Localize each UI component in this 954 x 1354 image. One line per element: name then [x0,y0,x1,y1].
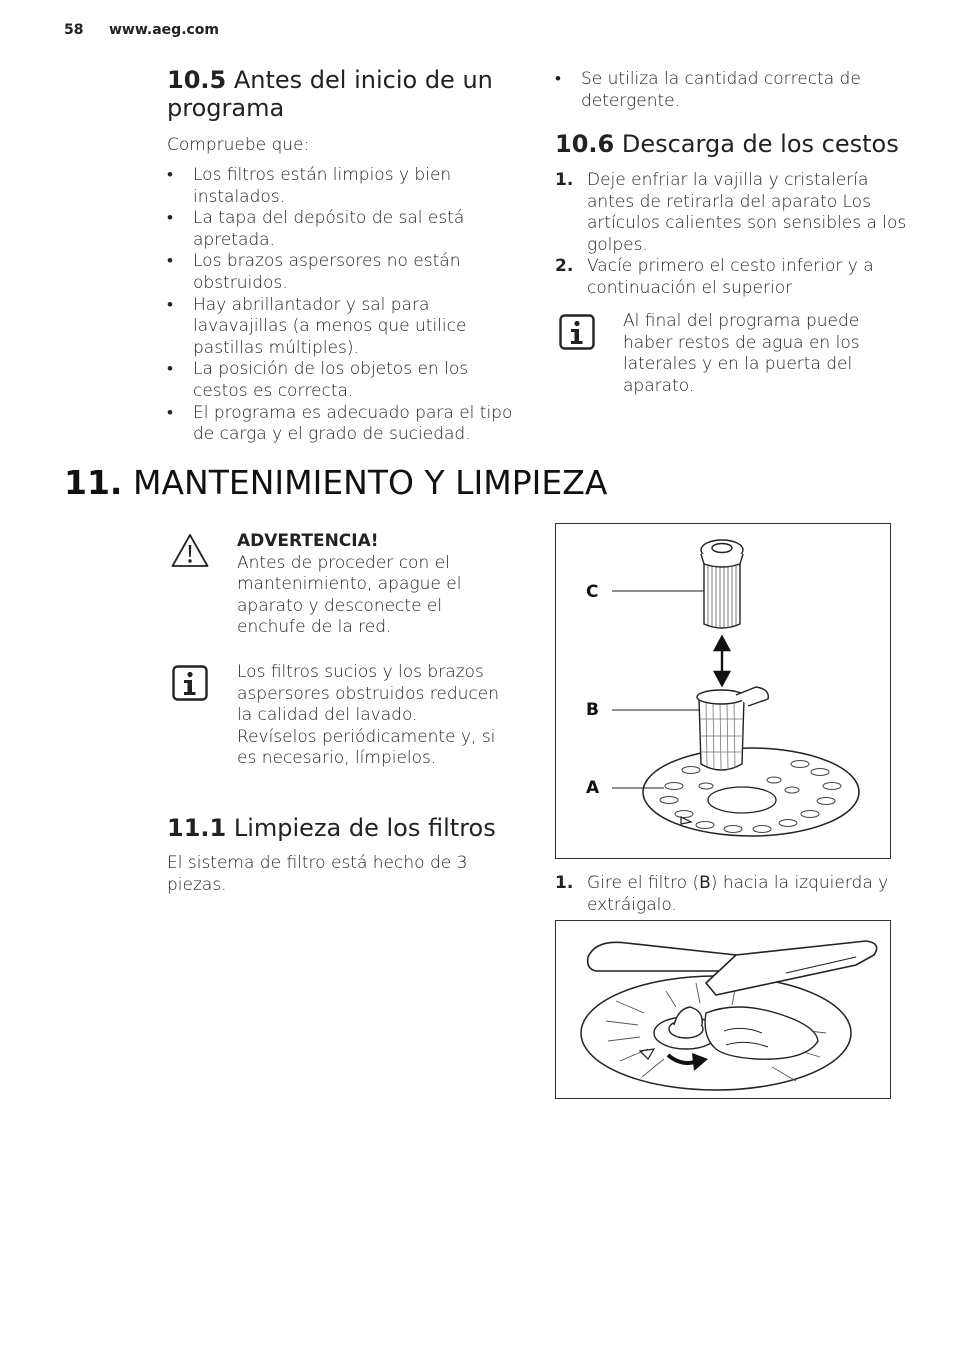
list-item: • Los brazos aspersores no están obstruidos. [167,251,527,294]
step-text: Vacíe primero el cesto inferior y a continuación el superior [587,256,874,298]
label-a: A [586,778,600,798]
section-10-5-heading [167,66,527,122]
website-link[interactable]: www.aeg.com [109,22,220,38]
section-10-6-heading [555,130,915,158]
section-11-1-heading [167,814,527,842]
steps-list [555,170,907,300]
list-item: • La tapa del depósito de sal está apretada. [167,208,527,251]
section-title: Limpieza de los filtros [233,814,496,842]
assembly-arrow [715,637,729,685]
list-item: • El programa es adecuado para el tipo de carga y el grado de suciedad. [167,403,527,446]
step-number: 2. [555,256,574,277]
checklist [167,165,527,446]
filter-parts-illustration [556,524,890,858]
step-number: 1. [555,873,574,893]
filter-parts-figure [555,523,891,859]
chapter-heading [64,464,607,502]
step-text-before: Gire el filtro ( [587,873,700,893]
warning-block [237,531,507,639]
info-icon [559,314,595,350]
warning-icon [170,532,210,569]
section-number: 11.1 [167,814,227,842]
info-note: Los filtros sucios y los brazos aspersores obstruidos reducen la calidad del lavado. Revíselos periódicamente y, si es necesario, límpielos. [237,662,499,769]
page-number: 58 [64,22,84,38]
filter-removal-illustration [556,921,890,1098]
list-item [555,256,907,299]
step-text: Deje enfriar la vajilla y cristalería antes de retirarla del aparato Los artículos calientes son sensibles a los golpes. [587,170,907,255]
filter-step-1 [555,873,932,916]
info-note: Al final del programa puede haber restos de agua en los laterales y en la puerta del aparato. [623,311,860,396]
step-text-bold: B [699,873,711,893]
section-text: El sistema de filtro está hecho de 3 piezas. [167,853,468,895]
list-item: • Se utiliza la cantidad correcta de detergente. [555,69,885,112]
label-c: C [586,582,599,602]
flat-filter-drawing [643,748,859,836]
chapter-title: MANTENIMIENTO Y LIMPIEZA [132,463,608,502]
list-item: • La posición de los objetos en los cestos es correcta. [167,359,527,402]
step-text-after: ) hacia la izquierda y extráigalo. [587,873,889,915]
list-item [555,170,907,256]
info-icon [172,665,208,701]
intro-text: Compruebe que: [167,135,310,155]
filter-removal-figure [555,920,891,1099]
section-title: Descarga de los cestos [621,130,899,158]
warning-text: Antes de proceder con el mantenimiento, apague el aparato y desconecte el enchufe de la red. [237,552,462,638]
fine-filter-drawing [701,540,743,628]
step-number: 1. [555,170,574,190]
section-number: 10.5 [167,66,227,94]
list-item: • Los filtros están limpios y bien instalados. [167,165,527,208]
label-b: B [586,700,599,720]
section-title: Antes del inicio de un programa [167,66,493,122]
chapter-number: 11. [64,463,123,502]
warning-title: ADVERTENCIA! [237,531,379,551]
list-item: • Hay abrillantador y sal para lavavajillas (a menos que utilice pastillas múltiples). [167,295,527,360]
section-number: 10.6 [555,130,615,158]
checklist-continued [555,69,885,112]
